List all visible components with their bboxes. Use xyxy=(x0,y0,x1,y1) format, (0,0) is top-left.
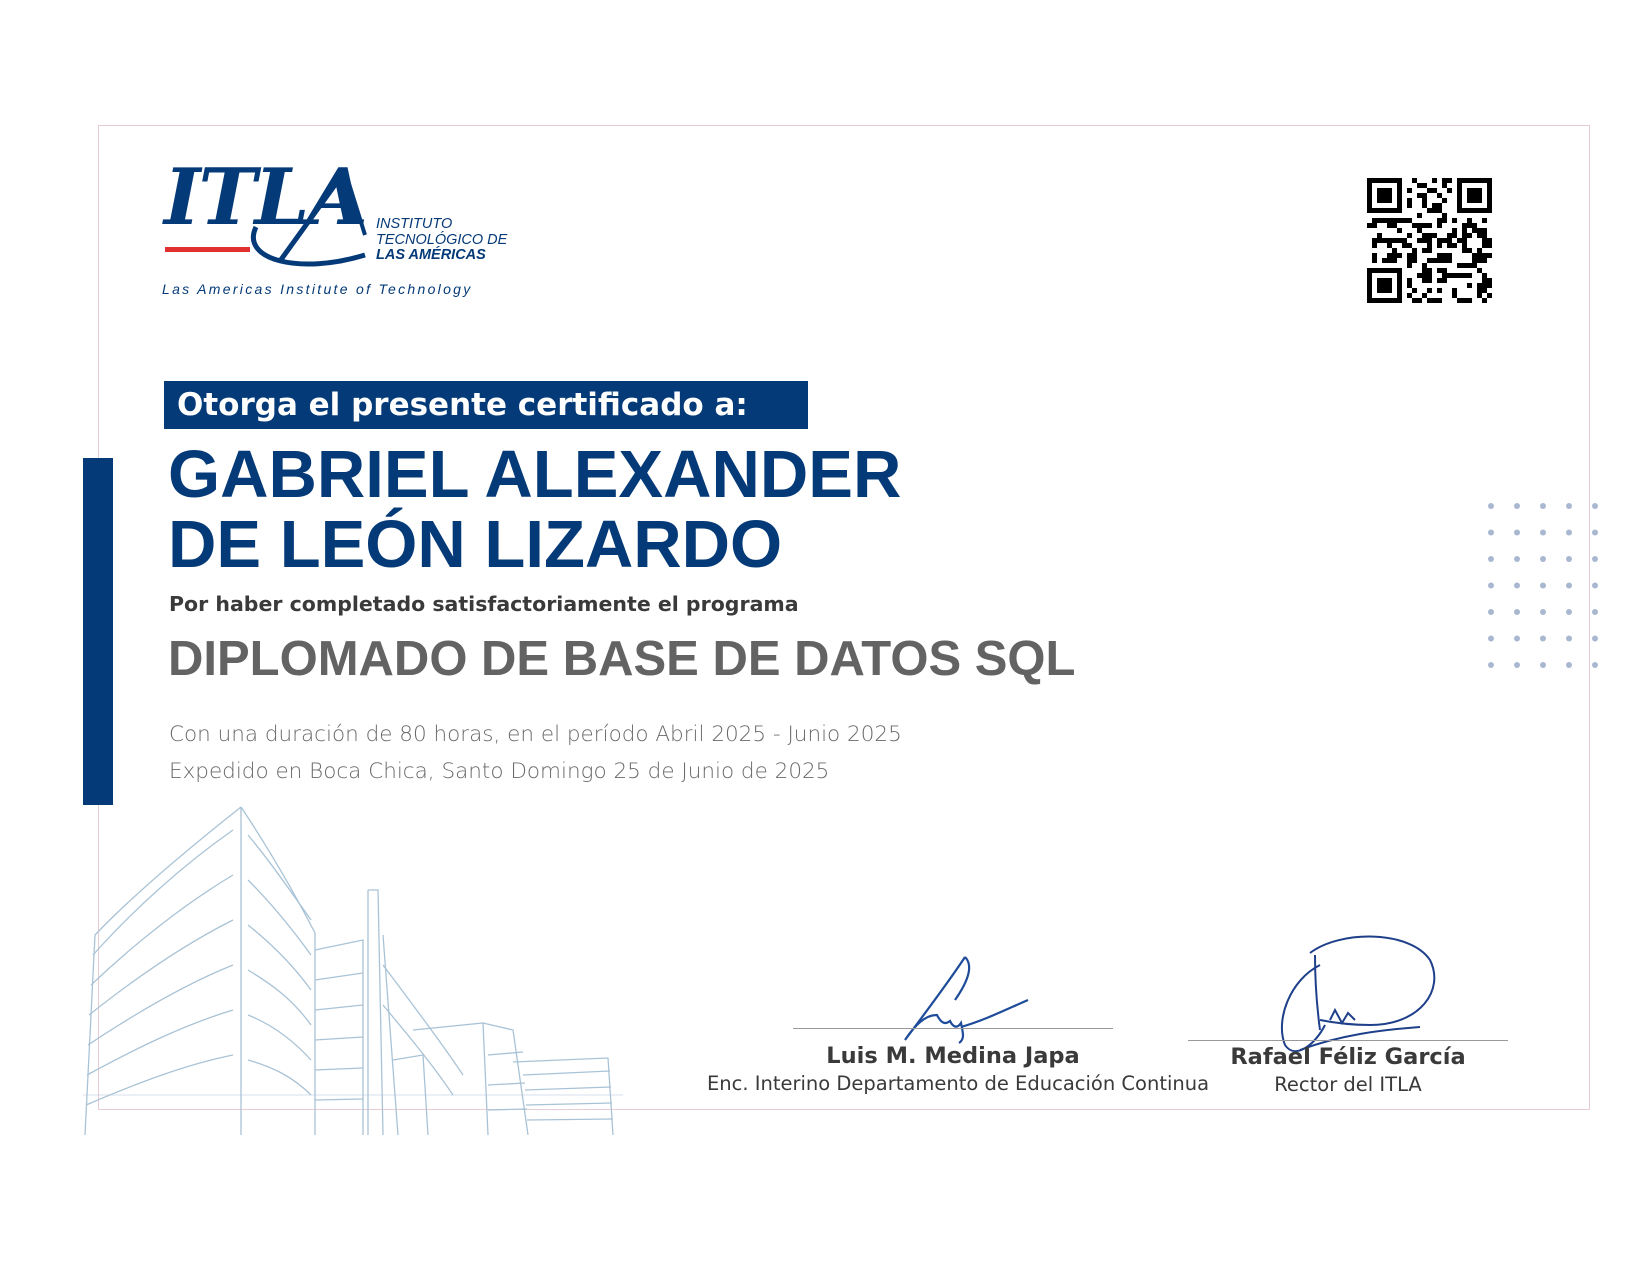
qr-code-icon xyxy=(1367,178,1492,303)
signature-line-2 xyxy=(1188,1040,1508,1041)
logo-institute-line: TECNOLÓGICO DE xyxy=(376,231,508,248)
accent-side-bar xyxy=(83,458,113,805)
signature-role-1: Enc. Interino Departamento de Educación Continua xyxy=(706,1072,1210,1095)
logo-red-line xyxy=(165,247,250,252)
building-illustration-icon xyxy=(83,805,623,1135)
award-banner: Otorga el presente certificado a: xyxy=(164,381,808,429)
completion-text: Por haber completado satisfactoriamente el programa xyxy=(169,592,799,616)
signature-name-1: Luis M. Medina Japa xyxy=(826,1043,1080,1069)
dot-grid-icon xyxy=(1485,500,1615,680)
logo-tagline: Las Americas Institute of Technology xyxy=(162,281,473,297)
issued-text: Expedido en Boca Chica, Santo Domingo 25 de Junio de 2025 xyxy=(169,759,830,784)
recipient-name-line: DE LEÓN LIZARDO xyxy=(168,507,783,582)
signature-name-2: Rafael Féliz García xyxy=(1230,1044,1466,1070)
itla-logo xyxy=(160,152,530,305)
program-name: DIPLOMADO DE BASE DE DATOS SQL xyxy=(168,632,1076,686)
signature-role-2: Rector del ITLA xyxy=(1274,1073,1422,1096)
logo-institute-line: INSTITUTO xyxy=(376,216,453,232)
logo-institute-line: LAS AMÉRICAS xyxy=(376,247,486,263)
signature-line-1 xyxy=(793,1028,1113,1029)
logo-acronym: ITLA xyxy=(164,152,366,243)
duration-text: Con una duración de 80 horas, en el período Abril 2025 - Junio 2025 xyxy=(169,722,902,747)
recipient-name xyxy=(168,437,902,582)
recipient-name-line: GABRIEL ALEXANDER xyxy=(168,437,902,512)
signature-scribble-1 xyxy=(895,955,1035,1045)
logo-institute-name xyxy=(376,217,507,264)
